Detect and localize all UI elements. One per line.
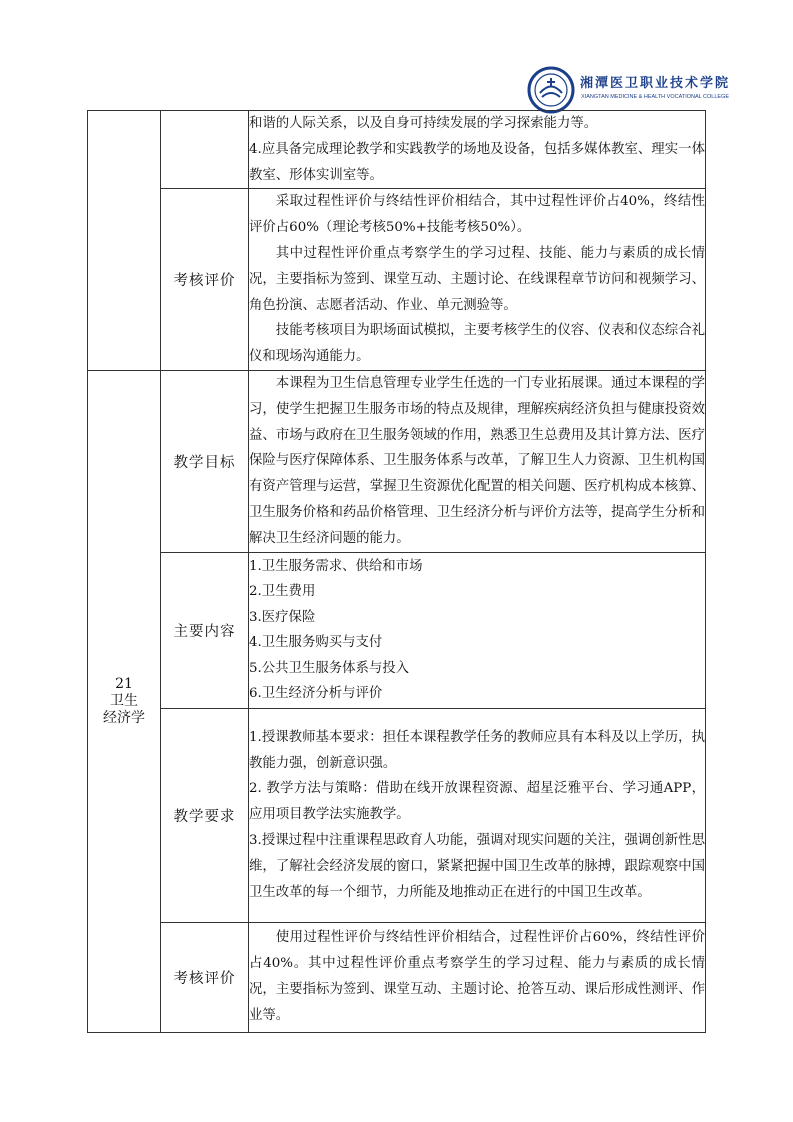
objectives-label: 教学目标 — [161, 370, 249, 552]
prev-assessment-paragraph: 采取过程性评价与终结性评价相结合，其中过程性评价占40%，终结性评价占60%（理论考核50%+技能考核50%）。 — [249, 194, 705, 236]
prev-assessment-paragraph: 其中过程性评价重点考察学生的学习过程、技能、能力与素质的成长情况，主要指标为签到、课堂互动、主题讨论、在线课程章节访问和视频学习、角色扮演、志愿者活动、作业、单元测验等。 — [249, 245, 705, 313]
content-label: 主要内容 — [161, 552, 249, 708]
table-row — [88, 370, 706, 552]
course-number: 21 — [115, 675, 133, 692]
list-item: 2.卫生费用 — [249, 584, 316, 600]
table-row — [88, 111, 706, 189]
college-name-en: XIANGTAN MEDICINE & HEALTH VOCATIONAL COLLEGE — [581, 94, 730, 100]
objectives-cell — [249, 370, 706, 552]
prev-content-line: 和谐的人际关系，以及自身可持续发展的学习探索能力等。 — [249, 116, 598, 131]
table-row — [88, 708, 706, 922]
list-item: 4.卫生服务购买与支付 — [249, 635, 383, 651]
objectives-paragraph: 本课程为卫生信息管理专业学生任选的一门专业拓展课。通过本课程的学习，使学生把握卫生服务市场的特点及规律，理解疾病经济负担与健康投资效益、市场与政府在卫生服务领域的作用，熟悉卫生总费用及其计算方法、医疗保险与医疗保障体系、卫生服务体系与改革，了解卫生人力资源、卫生机构国有资产管理与运营，掌握卫生资源优化配置的相关问题、医疗机构成本核算、卫生服务价格和药品价格管理、卫生经济分析与评价方法等，提高学生分析和解决卫生经济问题的能力。 — [249, 375, 705, 546]
list-item: 1.卫生服务需求、供给和市场 — [249, 558, 423, 574]
prev-assessment-cell — [249, 189, 706, 371]
prev-label-cell — [161, 111, 249, 189]
course-id-cell — [88, 370, 161, 1032]
content-cell — [249, 552, 706, 708]
college-name-cn: 湘潭医卫职业技术学院 — [580, 76, 731, 91]
course-table — [87, 110, 706, 1033]
prev-content-line: 4.应具备完成理论教学和实践教学的场地及设备，包括多媒体教室、理实一体教室、形体实训室等。 — [249, 141, 705, 183]
list-item: 6.卫生经济分析与评价 — [249, 686, 383, 702]
requirements-paragraph: 1.授课教师基本要求：担任本课程教学任务的教师应具有本科及以上学历，执教能力强，创新意识强。 — [249, 729, 705, 771]
college-emblem-icon — [527, 66, 575, 114]
college-logo — [527, 66, 731, 114]
requirements-paragraph: 3.授课过程中注重课程思政育人功能，强调对现实问题的关注，强调创新性思维，了解社会经济发展的窗口，紧紧把握中国卫生改革的脉搏，跟踪观察中国卫生改革的每一个细节，力所能及地推动正在进行的中国卫生改革。 — [249, 832, 705, 900]
assessment-paragraph: 使用过程性评价与终结性评价相结合，过程性评价占60%，终结性评价占40%。其中过程性评价重点考察学生的学习过程、能力与素质的成长情况，主要指标为签到、课堂互动、主题讨论、抢答互动、课后形成性测评、作业等。 — [249, 930, 705, 1023]
prev-assessment-label: 考核评价 — [161, 189, 249, 371]
course-name: 卫生 — [110, 692, 138, 709]
prev-content-cell — [249, 111, 706, 189]
table-row — [88, 552, 706, 708]
assessment-label: 考核评价 — [161, 922, 249, 1032]
list-item: 5.公共卫生服务体系与投入 — [249, 660, 410, 676]
prev-assessment-paragraph: 技能考核项目为职场面试模拟，主要考核学生的仪容、仪表和仪态综合礼仪和现场沟通能力。 — [249, 323, 705, 365]
requirements-paragraph: 2. 教学方法与策略：借助在线开放课程资源、超星泛雅平台、学习通APP，应用项目教学法实施教学。 — [249, 781, 705, 823]
assessment-cell — [249, 922, 706, 1032]
table-row — [88, 189, 706, 371]
requirements-cell — [249, 708, 706, 922]
table-row — [88, 922, 706, 1032]
list-item: 3.医疗保险 — [249, 609, 316, 625]
course-name: 经济学 — [103, 709, 145, 726]
prev-course-cell — [88, 111, 161, 371]
requirements-label: 教学要求 — [161, 708, 249, 922]
